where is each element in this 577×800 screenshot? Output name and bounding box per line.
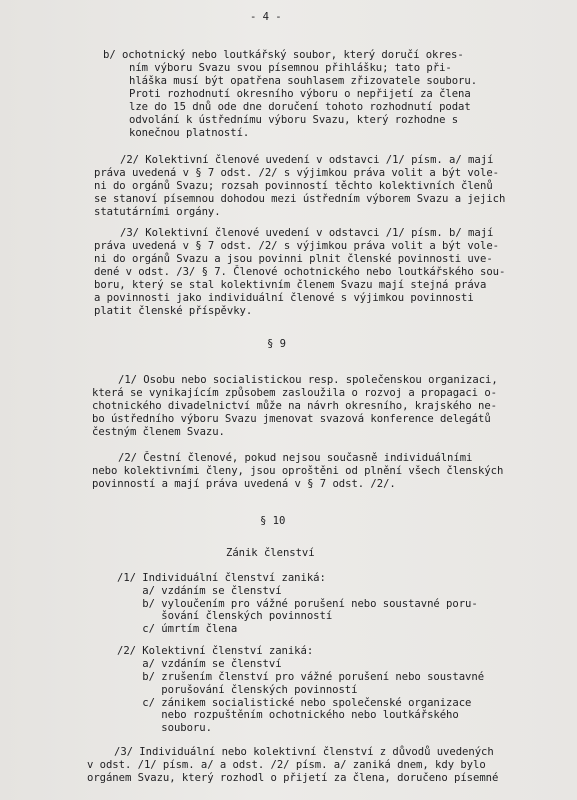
text-line: a/ vzdáním se členství bbox=[117, 585, 282, 597]
text-line: a/ vzdáním se členství bbox=[117, 658, 282, 670]
text-line: nebo kolektivními členy, jsou oproštěni od plnění všech členských bbox=[92, 465, 504, 477]
text-line: c/ úmrtím člena bbox=[117, 623, 238, 635]
text-line: odvolání k ústřednímu výboru Svazu, který rozhodne s bbox=[129, 114, 459, 126]
text-line: chotnického divadelnictví může na návrh okresního, krajského ne- bbox=[92, 400, 497, 412]
text-line: ni do orgánů Svazu; rozsah povinností těchto kolektivních členů bbox=[94, 180, 493, 192]
text-line: bo ústředního výboru Svazu jmenovat svazová konference delegátů bbox=[92, 413, 491, 425]
text-line: konečnou platností. bbox=[129, 127, 250, 139]
text-line: b/ ochotnický nebo loutkářský soubor, který doručí okres- bbox=[103, 49, 464, 61]
text-line: dené v odst. /3/ § 7. Členové ochotnického nebo loutkářského sou- bbox=[94, 266, 506, 278]
text-line: boru, který se stal kolektivním členem Svazu mají stejná práva bbox=[94, 279, 487, 291]
section-heading: § 9 bbox=[267, 338, 286, 350]
text-line: souboru. bbox=[117, 722, 212, 734]
text-line: Proti rozhodnutí okresního výboru o nepřijetí za člena bbox=[129, 88, 471, 100]
page-number: - 4 - bbox=[250, 11, 282, 23]
text-line: nebo rozpuštěním ochotnického nebo loutkářského bbox=[117, 709, 459, 721]
section-heading: § 10 bbox=[260, 515, 286, 527]
text-line: šování členských povinností bbox=[117, 610, 333, 622]
text-line: čestným členem Svazu. bbox=[92, 426, 225, 438]
text-line: /2/ Kolektivní členství zaniká: bbox=[117, 645, 314, 657]
text-line: /3/ Individuální nebo kolektivní členství z důvodů uvedených bbox=[114, 746, 494, 758]
text-line: v odst. /1/ písm. a/ a odst. /2/ písm. a/ zaniká dnem, kdy bylo bbox=[87, 759, 486, 771]
text-line: /3/ Kolektivní členové uvedení v odstavci /1/ písm. b/ mají bbox=[120, 227, 494, 239]
text-line: /2/ Čestní členové, pokud nejsou současně individuálními bbox=[118, 452, 473, 464]
text-line: /1/ Osobu nebo socialistickou resp. společenskou organizaci, bbox=[118, 374, 498, 386]
text-line: b/ zrušením členství pro vážné porušení nebo soustavné bbox=[117, 671, 485, 683]
text-line: která se vynikajícím způsobem zasloužila o rozvoj a propagaci o- bbox=[92, 387, 497, 399]
text-line: b/ vyloučením pro vážné porušení nebo soustavné poru- bbox=[117, 598, 478, 610]
section-title: Zánik členství bbox=[226, 547, 315, 559]
text-line: c/ zánikem socialistické nebo společenské organizace bbox=[117, 697, 472, 709]
text-line: orgánem Svazu, který rozhodl o přijetí za člena, doručeno písemné bbox=[87, 772, 499, 784]
text-line: hláška musí být opatřena souhlasem zřizovatele souboru. bbox=[129, 75, 478, 87]
text-line: ním výboru Svazu svou písemnou přihlášku; tato při- bbox=[129, 62, 452, 74]
text-line: práva uvedená v § 7 odst. /2/ s výjimkou práva volit a být vole- bbox=[94, 167, 499, 179]
text-line: práva uvedená v § 7 odst. /2/ s výjimkou práva volit a být vole- bbox=[94, 240, 499, 252]
text-line: /2/ Kolektivní členové uvedení v odstavci /1/ písm. a/ mají bbox=[120, 154, 494, 166]
text-line: lze do 15 dnů ode dne doručení tohoto rozhodnutí podat bbox=[129, 101, 471, 113]
text-line: porušování členských povinností bbox=[117, 684, 358, 696]
text-line: ni do orgánů Svazu a jsou povinni plnit členské povinnosti uve- bbox=[94, 253, 493, 265]
text-line: platit členské příspěvky. bbox=[94, 305, 253, 317]
text-line: a povinnosti jako individuální členové s výjimkou povinnosti bbox=[94, 292, 474, 304]
text-line: se stanoví písemnou dohodou mezi ústředním výborem Svazu a jejich bbox=[94, 193, 506, 205]
text-line: povinností a mají práva uvedená v § 7 odst. /2/. bbox=[92, 478, 396, 490]
text-line: statutárními orgány. bbox=[94, 206, 221, 218]
text-line: /1/ Individuální členství zaniká: bbox=[117, 572, 326, 584]
